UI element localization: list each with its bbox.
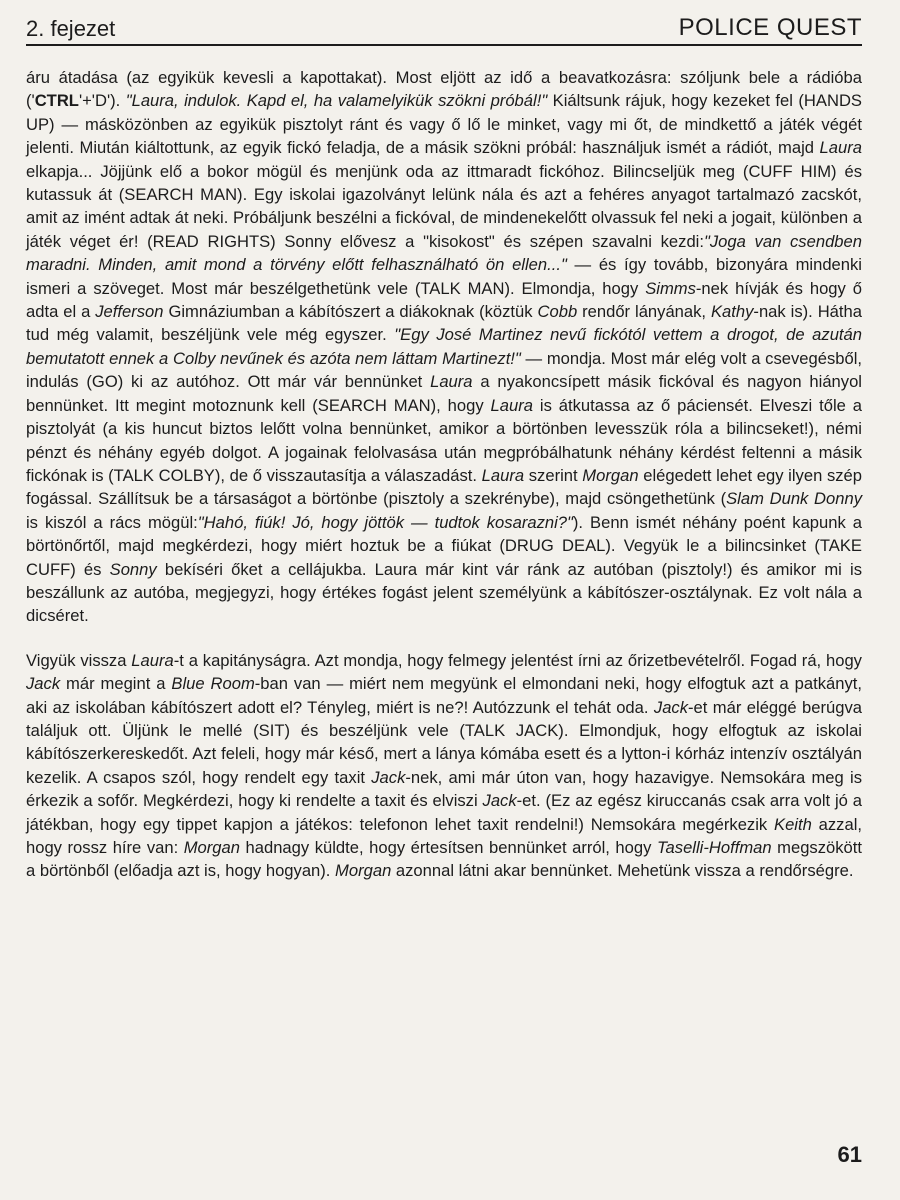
- text-run: -t a kapitányságra. Azt mondja, hogy felmegy jelentést írni az őrizetbevételről. Fogad rá, hogy: [173, 650, 862, 670]
- italic-run: Slam Dunk Donny: [726, 489, 862, 509]
- italic-run: Morgan: [582, 465, 639, 485]
- italic-run: Jack: [482, 791, 517, 811]
- text-run: Kiáltsunk rájuk, hogy kezeket fel (HANDS UP) — másközönben az egyikük pisztolyt ránt és vagy ő lő le minket, vagy mi őt, de mindkettő a játék végét jelenti. Miután kiáltottunk, az egyik fickó feladja, de a másik szökni próbál: használjuk ismét a rádiót, majd: [26, 91, 862, 158]
- italic-run: Jack: [26, 674, 61, 694]
- italic-run: Morgan: [183, 838, 240, 857]
- text-run: is átkutassa az ő páciensét. Elveszi tőle a pisztolyát (a kis huncut biztos lelőtt volna bennünket, amikor a börtönben levesszük róla a bilincseket!), némi pénzt és néhány egyéb dolgot. A jogainak felolvasása után megpróbálhatunk néhány kérdést feltenni a másik fickónak is (TALK COLBY), de ő visszautasítja a válaszadást.: [26, 395, 862, 485]
- text-run: rendőr lányának,: [577, 302, 711, 322]
- italic-run: "Joga van csendben maradni. Minden, amit mond a törvény előtt felhasználható ön ellen...": [26, 231, 862, 275]
- text-run: — és így tovább, bizonyára mindenki ismeri a szöveget. Most már beszélgethetünk vele (TALK MAN). Elmondja, hogy: [26, 255, 862, 298]
- text-run: ). Benn ismét néhány poént kapunk a börtönőrtől, majd megkérdezi, hogy miért hoztuk be a fiúkat (DRUG DEAL). Vegyük le a bilincsinket (TAKE CUFF) és: [26, 512, 862, 579]
- italic-run: Kathy: [710, 302, 754, 322]
- text-run: elkapja... Jöjjünk elő a bokor mögül és menjünk oda az ittmaradt fickóhoz. Bilincseljük meg (CUFF HIM) és kutassuk át (SEARCH MAN). Egy iskolai igazolványt lelünk nála és azt a fehéres anyagot tartalmazó zacskót, amit az imént adtak át neki. Próbáljunk beszélni a fickóval, de mindenekelőtt olvassuk fel neki a jogait, különben a játék véget ér! (READ RIGHTS) Sonny elővesz a "kisokost" és szépen szavalni kezdi:: [26, 161, 862, 251]
- paragraph: [26, 649, 862, 883]
- page-number: 61: [837, 1142, 862, 1167]
- text-run: megszökött a börtönből (előadja azt is, hogy hogyan).: [26, 838, 862, 881]
- text-run: áru átadása (az egyikük kevesli a kapottakat). Most eljött az idő a beavatkozásra: szóljunk bele a rádióba (': [26, 68, 862, 111]
- italic-run: Jack: [653, 697, 689, 717]
- paragraph: [26, 66, 862, 628]
- italic-run: Cobb: [537, 302, 578, 322]
- italic-run: Taselli-Hoffman: [656, 838, 772, 857]
- italic-run: Laura: [430, 372, 473, 392]
- text-run: szerint: [524, 465, 583, 485]
- italic-run: Blue Room: [171, 674, 255, 694]
- text-run: a nyakoncsípett másik fickóval és nagyon hiányol bennünket. Itt megint motoznunk kell (SEARCH MAN), hogy: [26, 372, 862, 415]
- text-run: -ban van — miért nem megyünk el elmondani neki, hogy elfogtuk azt a patkányt, aki az iskolában kábítószert adott el? Tényleg, miért is ne?! Autózzunk el tehát oda.: [26, 674, 862, 717]
- text-run: -nek, ami már úton van, hogy hazavigye. Nemsokára meg is érkezik a sofőr. Megkérdezi, hogy ki rendelte a taxit és elviszi: [26, 767, 862, 811]
- text-run: azonnal látni akar bennünket. Mehetünk vissza a rendőrségre.: [391, 861, 854, 881]
- body-text: [26, 66, 862, 883]
- italic-run: Laura: [819, 138, 862, 158]
- text-run: -et már eléggé berúgva találjuk ott. Üljünk le mellé (SIT) és beszéljünk vele (TALK JACK). Elmondjuk, hogy elfogtuk az iskolai kábítószerkereskedőt. Azt feleli, hogy már késő, mert a lánya kómába esett és a lytton-i kórház intenzív osztályán kezelik. A csapos szól, hogy rendelt egy taxit: [26, 697, 862, 787]
- italic-run: Laura: [481, 465, 525, 485]
- italic-run: Sonny: [109, 559, 157, 579]
- italic-run: "Laura, indulok. Kapd el, ha valamelyikük szökni próbál!": [125, 91, 548, 111]
- text-run: -et. (Ez az egész kiruccanás csak arra volt jó a játékban, hogy egy tippet kapjon a játékos: telefonon lehet taxit rendelni!) Nemsokára megérkezik: [26, 791, 862, 834]
- text-run: elégedett lehet egy ilyen szép fogással. Szállítsuk be a társaságot a börtönbe (pisztoly a szekrénybe), majd csöngethetünk (: [26, 465, 863, 509]
- text-run: -nak is). Hátha tud még valamit, beszéljünk vele még egyszer.: [26, 302, 862, 345]
- text-run: Gimnáziumban a kábítószert a diákoknak (köztük: [163, 302, 538, 322]
- italic-run: Morgan: [335, 861, 392, 881]
- running-header: [26, 14, 862, 46]
- italic-run: Keith: [774, 814, 812, 834]
- italic-run: Laura: [490, 395, 533, 415]
- italic-run: Laura: [131, 650, 174, 670]
- text-run: — mondja. Most már elég volt a csevegésből, indulás (GO) ki az autóhoz. Ott már vár bennünket: [26, 348, 863, 392]
- italic-run: Jefferson: [95, 302, 164, 322]
- italic-run: Simms: [645, 278, 696, 298]
- italic-run: "Hahó, fiúk! Jó, hogy jöttök — tudtok kosarazni?": [197, 512, 573, 532]
- running-title: POLICE QUEST: [678, 14, 862, 41]
- text-run: -nek hívják és hogy ő adta el a: [26, 278, 862, 322]
- text-run: '+'D').: [78, 91, 126, 111]
- chapter-label: 2. fejezet: [26, 16, 116, 41]
- text-run: is kiszól a rács mögül:: [26, 512, 198, 532]
- text-run: már megint a: [60, 674, 172, 694]
- text-run: Vigyük vissza: [26, 650, 132, 670]
- bold-run: CTRL: [34, 91, 79, 111]
- text-run: azzal, hogy rossz híre van:: [26, 814, 862, 857]
- text-run: bekíséri őket a cellájukba. Laura már kint vár ránk az autóban (pisztoly!) és amikor mi is beszállunk az autóba, megjegyzi, hogy értékes fogást jelent személyünk a kábítószer-osztálynak. Ez volt nála a dicséret.: [26, 559, 862, 626]
- italic-run: "Egy José Martinez nevű fickótól vettem a drogot, de azután bemutatott ennek a Colby nevűnek és azóta nem láttam Martinezt!": [26, 325, 863, 368]
- italic-run: Jack: [371, 767, 406, 787]
- text-run: hadnagy küldte, hogy értesítsen bennünket arról, hogy: [239, 838, 657, 857]
